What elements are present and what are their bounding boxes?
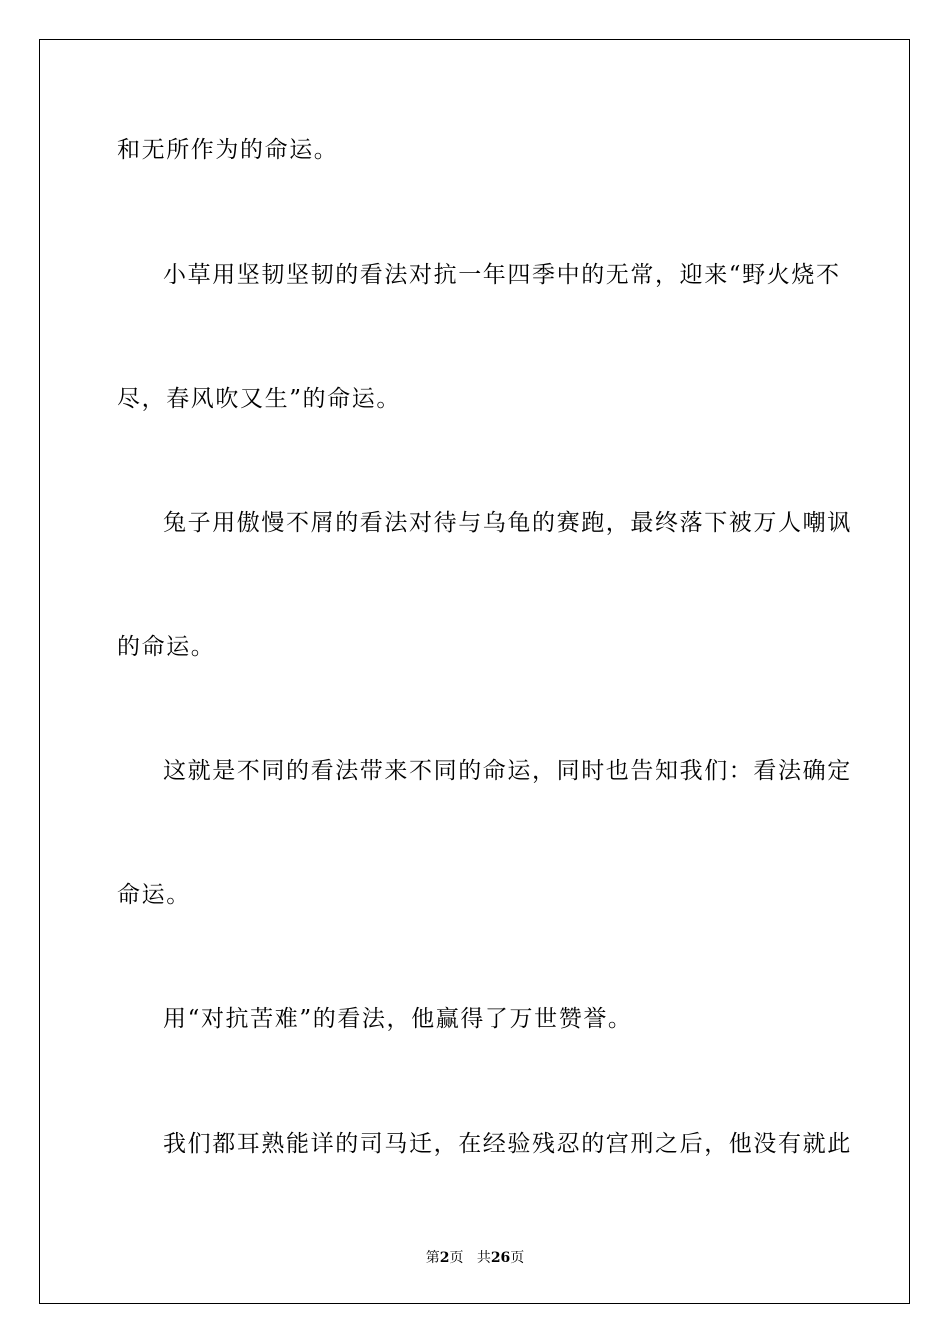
page-prefix: 第	[425, 1250, 440, 1266]
text-line-5: 的命运。	[117, 634, 216, 660]
text-line-2: 小草用坚韧坚韧的看法对抗一年四季中的无常，迎来“野火烧不	[163, 262, 841, 288]
page-footer	[0, 1249, 950, 1267]
page-number: 2	[439, 1250, 450, 1266]
page-suffix: 页	[449, 1250, 464, 1266]
text-line-8: 用“对抗苦难”的看法，他赢得了万世赞誉。	[163, 1006, 633, 1032]
total-pages: 26	[490, 1250, 511, 1266]
text-line-7: 命运。	[117, 882, 191, 908]
text-line-9: 我们都耳熟能详的司马迁，在经验残忍的宫刑之后，他没有就此	[163, 1131, 852, 1157]
text-line-4: 兔子用傲慢不屑的看法对待与乌龟的赛跑，最终落下被万人嘲讽	[163, 510, 852, 536]
text-line-3: 尽，春风吹又生”的命运。	[117, 386, 401, 412]
total-suffix: 页	[510, 1250, 525, 1266]
text-line-6: 这就是不同的看法带来不同的命运，同时也告知我们：看法确定	[163, 758, 852, 784]
text-line-1: 和无所作为的命运。	[117, 137, 339, 163]
page-border	[39, 39, 910, 1304]
total-prefix: 共	[476, 1250, 491, 1266]
